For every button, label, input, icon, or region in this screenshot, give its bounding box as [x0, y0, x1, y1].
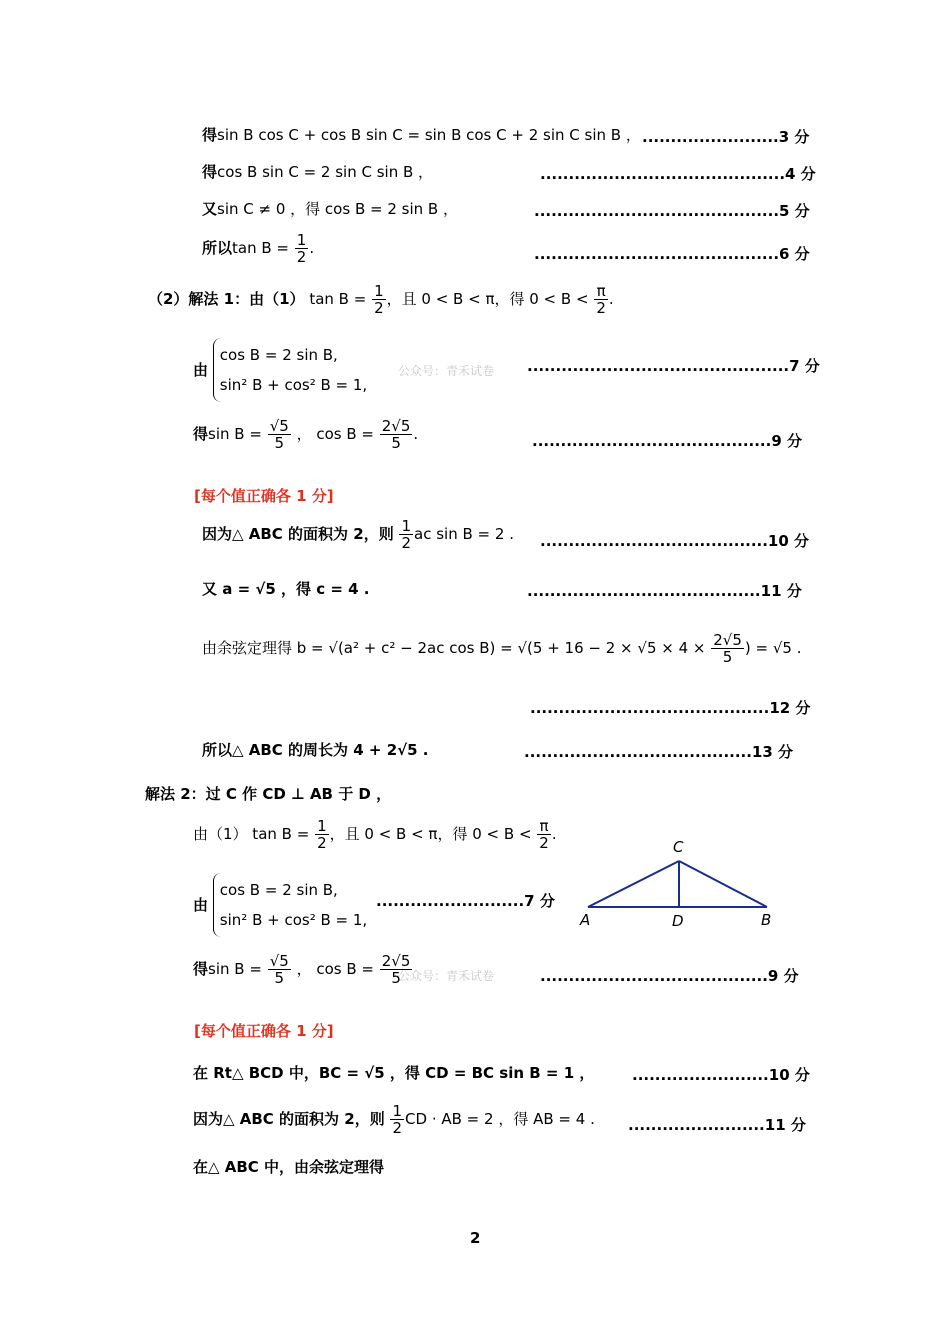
fraction-half: $\frac{1}{2}$ — [296, 231, 307, 266]
page-number: 2 — [470, 1229, 481, 1247]
method2-tan-line: 由（1） tan B = $\frac{1}{2}$ ，且 0 < B < π，得 0 < B < $\frac{\pi}{2}$ . — [193, 817, 557, 852]
score-9: ..........................................9 分 — [532, 432, 802, 450]
step-line-4: 得cos B sin C = 2 sin C sin B ， — [202, 163, 434, 181]
score-7: ..............................................7 分 — [527, 357, 820, 375]
label-C: C — [673, 838, 684, 856]
score-6: ...........................................6 分 — [534, 245, 810, 263]
watermark: 公众号：青禾试卷 — [398, 364, 495, 378]
score-13: ........................................13 分 — [524, 743, 794, 761]
score-11b: ........................11 分 — [628, 1116, 806, 1134]
method2-heading: 解法 2：过 C 作 CD ⊥ AB 于 D ， — [145, 785, 392, 803]
perimeter-line: 所以△ ABC 的周长为 4 + 2√5 . — [202, 741, 429, 759]
score-12: ..........................................12 分 — [530, 699, 811, 717]
label-A: A — [580, 911, 591, 929]
sin-cos-values-1: 得sin B = $\frac{√5}{5}$ ， cos B = $\frac{2√5}{5}$ . — [193, 417, 419, 452]
label-B: B — [761, 911, 772, 929]
triangle-diagram — [578, 836, 778, 936]
sin-cos-values-2: 得sin B = $\frac{√5}{5}$ ， cos B = $\frac{2√5}{5}$ — [193, 952, 411, 987]
cosine-law-intro: 在△ ABC 中，由余弦定理得 — [193, 1158, 385, 1176]
cosine-law-line: 由余弦定理得 b = √(a² + c² − 2ac cos B) = √(5 + 16 − 2 × √5 × 4 × $\frac{2√5}{5}$ ) = √5 . — [202, 631, 802, 666]
score-11: .........................................11 分 — [527, 582, 802, 600]
system-equations-2: 由 cos B = 2 sin B, sin² B + cos² B = 1, — [193, 873, 367, 937]
rt-triangle-line: 在 Rt△ BCD 中，BC = √5 ，得 CD = BC sin B = 1 ， — [193, 1064, 595, 1082]
score-3: ........................3 分 — [642, 128, 810, 146]
step-line-5: 又sin C ≠ 0 ，得 cos B = 2 sin B ， — [202, 200, 458, 218]
area-line-2: 因为△ ABC 的面积为 2，则 $\frac{1}{2}$ CD · AB = 2 ，得 AB = 4 . — [193, 1102, 595, 1137]
score-5: ...........................................5 分 — [534, 202, 810, 220]
grading-note-2: [每个值正确各 1 分] — [194, 1022, 334, 1040]
a-value-line: 又 a = √5 ，得 c = 4 . — [202, 580, 370, 598]
score-9b: ........................................9 分 — [540, 967, 799, 985]
score-4: ...........................................4 分 — [540, 165, 816, 183]
label-D: D — [672, 912, 684, 930]
score-10: ........................................10 分 — [540, 532, 810, 550]
grading-note: [每个值正确各 1 分] — [194, 487, 334, 505]
step-line-6: 所以tan B = $\frac{1}{2}$ . — [202, 231, 315, 266]
step-line-3: 得sin B cos C + cos B sin C = sin B cos C + 2 sin C sin B ， — [202, 126, 641, 144]
score-7b: ..........................7 分 — [376, 892, 555, 910]
watermark-2: 公众号：青禾试卷 — [398, 969, 495, 983]
score-10b: ........................10 分 — [632, 1066, 810, 1084]
part2-method1-line: （2）解法 1：由（1） tan B = $\frac{1}{2}$ ，且 0 < B < π，得 0 < B < $\frac{\pi}{2}$ . — [148, 282, 614, 317]
area-line: 因为△ ABC 的面积为 2，则 $\frac{1}{2}$ ac sin B = 2 . — [202, 517, 514, 552]
system-equations-1: 由 cos B = 2 sin B, sin² B + cos² B = 1, — [193, 338, 367, 402]
